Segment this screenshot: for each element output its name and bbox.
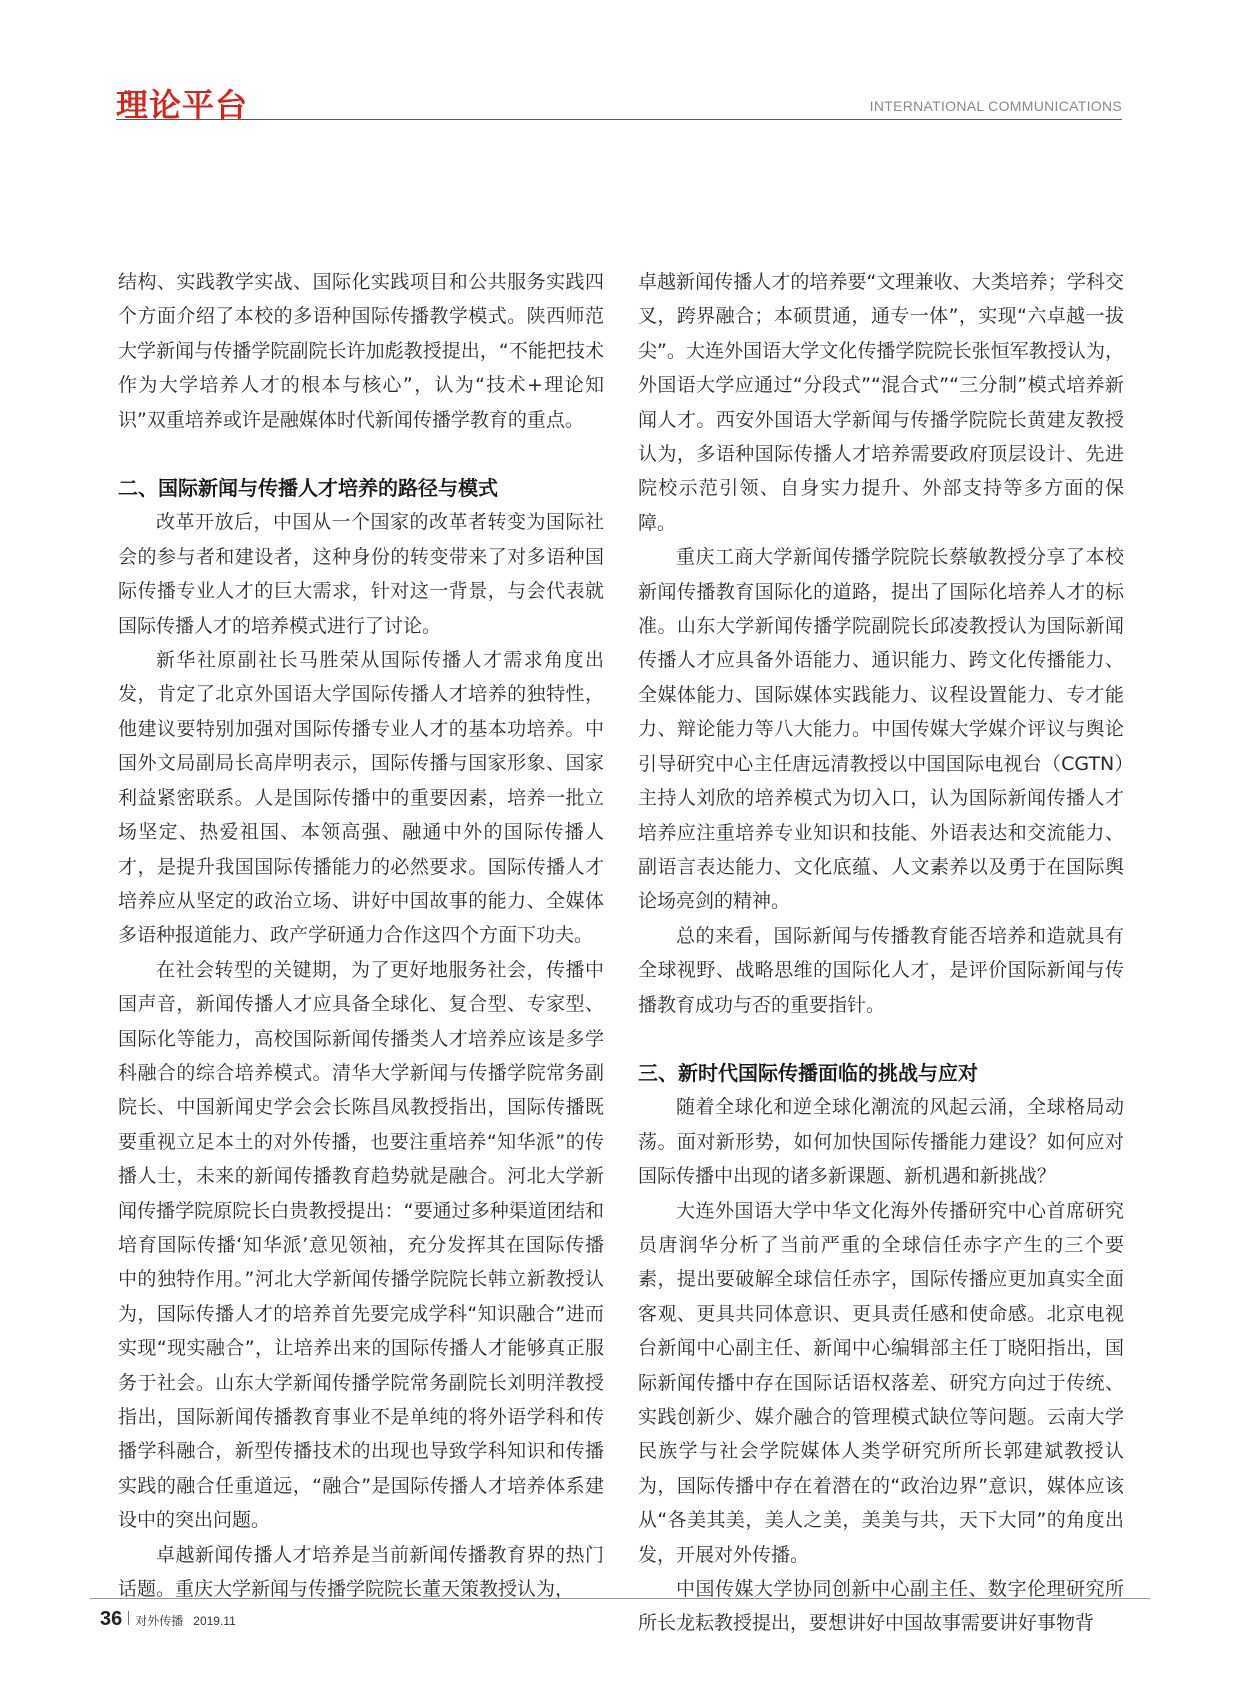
paragraph: 新华社原副社长马胜荣从国际传播人才需求角度出发，肯定了北京外国语大学国际传播人才培养的独特性，他建议要特别加强对国际传播专业人才的基本功培养。中国外文局副局长高岸明表示，国际传播与国家形象、国家利益紧密联系。人是国际传播中的重要因素，培养一批立场坚定、热爱祖国、本领高强、融通中外的国际传播人才，是提升我国国际传播能力的必然要求。国际传播人才培养应从坚定的政治立场、讲好中国故事的能力、全媒体多语种报道能力、政产学研通力合作这四个方面下功夫。 xyxy=(118,649,604,947)
paragraph: 中国传媒大学协同创新中心副主任、数字伦理研究所所长龙耘教授提出，要想讲好中国故事需要讲好事物背 xyxy=(638,1578,1124,1635)
right-column xyxy=(638,265,1124,1641)
section-heading: 三、新时代国际传播面临的挑战与应对 xyxy=(638,1060,978,1085)
paragraph: 结构、实践教学实战、国际化实践项目和公共服务实践四个方面介绍了本校的多语种国际传播教学模式。陕西师范大学新闻与传播学院副院长许加彪教授提出，“不能把技术作为大学培养人才的根本与核心”，认为“技术+理论知识”双重培养或许是融媒体时代新闻传播学教育的重点。 xyxy=(118,271,604,431)
header-divider xyxy=(116,119,1122,120)
paragraph: 大连外国语大学中华文化海外传播研究中心首席研究员唐润华分析了当前严重的全球信任赤字产生的三个要素，提出要破解全球信任赤字，国际传播应更加真实全面客观、更具共同体意识、更具责任感和使命感。北京电视台新闻中心副主任、新闻中心编辑部主任丁晓阳指出，国际新闻传播中存在国际话语权落差、研究方向过于传统、实践创新少、媒介融合的管理模式缺位等问题。云南大学民族学与社会学院媒体人类学研究所所长郭建斌教授认为，国际传播中存在着潜在的“政治边界”意识，媒体应该从“各美其美，美人之美，美美与共，天下大同”的角度出发，开展对外传播。 xyxy=(638,1199,1124,1566)
page-footer xyxy=(100,1608,236,1631)
left-column xyxy=(118,265,604,1606)
paragraph: 重庆工商大学新闻传播学院院长蔡敏教授分享了本校新闻传播教育国际化的道路，提出了国际化培养人才的标准。山东大学新闻传播学院副院长邱凌教授认为国际新闻传播人才应具备外语能力、通识能力、跨文化传播能力、全媒体能力、国际媒体实践能力、议程设置能力、专才能力、辩论能力等八大能力。中国传媒大学媒介评议与舆论引导研究中心主任唐远清教授以中国国际电视台（CGTN）主持人刘欣的培养模式为切入口，认为国际新闻传播人才培养应注重培养专业知识和技能、外语表达和交流能力、副语言表达能力、文化底蕴、人文素养以及勇于在国际舆论场亮剑的精神。 xyxy=(638,546,1124,913)
journal-name: 对外传播 xyxy=(135,1614,184,1628)
paragraph: 随着全球化和逆全球化潮流的风起云涌，全球格局动荡。面对新形势，如何加快国际传播能力建设？如何应对国际传播中出现的诸多新课题、新机遇和新挑战？ xyxy=(638,1096,1124,1188)
paragraph: 总的来看，国际新闻与传播教育能否培养和造就具有全球视野、战略思维的国际化人才，是评价国际新闻与传播教育成功与否的重要指针。 xyxy=(638,924,1124,1016)
paragraph: 卓越新闻传播人才培养是当前新闻传播教育界的热门话题。重庆大学新闻与传播学院院长董天策教授认为， xyxy=(118,1543,604,1601)
spacer xyxy=(118,437,604,471)
paragraph: 在社会转型的关键期，为了更好地服务社会，传播中国声音，新闻传播人才应具备全球化、复合型、专家型、国际化等能力，高校国际新闻传播类人才培养应该是多学科融合的综合培养模式。清华大学新闻与传播学院常务副院长、中国新闻史学会会长陈昌凤教授指出，国际传播既要重视立足本土的对外传播，也要注重培养“知华派”的传播人士，未来的新闻传播教育趋势就是融合。河北大学新闻传播学院原院长白贵教授提出：“要通过多种渠道团结和培育国际传播‘知华派’意见领袖，充分发挥其在国际传播中的独特作用。”河北大学新闻传播学院院长韩立新教授认为，国际传播人才的培养首先要完成学科“知识融合”进而实现“现实融合”，让培养出来的国际传播人才能够真正服务于社会。山东大学新闻传播学院常务副院长刘明洋教授指出，国际新闻传播教育事业不是单纯的将外语学科和传播学科融合，新型传播技术的出现也导致学科知识和传播实践的融合任重道远，“融合”是国际传播人才培养体系建设中的突出问题。 xyxy=(118,958,604,1532)
running-title: INTERNATIONAL COMMUNICATIONS xyxy=(869,98,1122,114)
page-number: 36 xyxy=(100,1608,123,1630)
section-logo: 理论平台 xyxy=(116,86,249,124)
spacer xyxy=(638,1022,1124,1056)
paragraph: 卓越新闻传播人才的培养要“文理兼收、大类培养；学科交叉，跨界融合；本硕贯通，通专一体”，实现“六卓越一拔尖”。大连外国语大学文化传播学院院长张恒军教授认为，外国语大学应通过“分段式”“混合式”“三分制”模式培养新闻人才。西安外国语大学新闻与传播学院院长黄建友教授认为，多语种国际传播人才培养需要政府顶层设计、先进院校示范引领、自身实力提升、外部支持等多方面的保障。 xyxy=(638,271,1124,534)
section-heading: 二、国际新闻与传播人才培养的路径与模式 xyxy=(118,476,498,501)
footer-separator xyxy=(128,1611,129,1625)
footer-divider xyxy=(90,1598,1150,1599)
issue-date: 2019.11 xyxy=(193,1614,236,1628)
paragraph: 改革开放后，中国从一个国家的改革者转变为国际社会的参与者和建设者，这种身份的转变带来了对多语种国际传播专业人才的巨大需求，针对这一背景，与会代表就国际传播人才的培养模式进行了讨论。 xyxy=(118,511,604,637)
